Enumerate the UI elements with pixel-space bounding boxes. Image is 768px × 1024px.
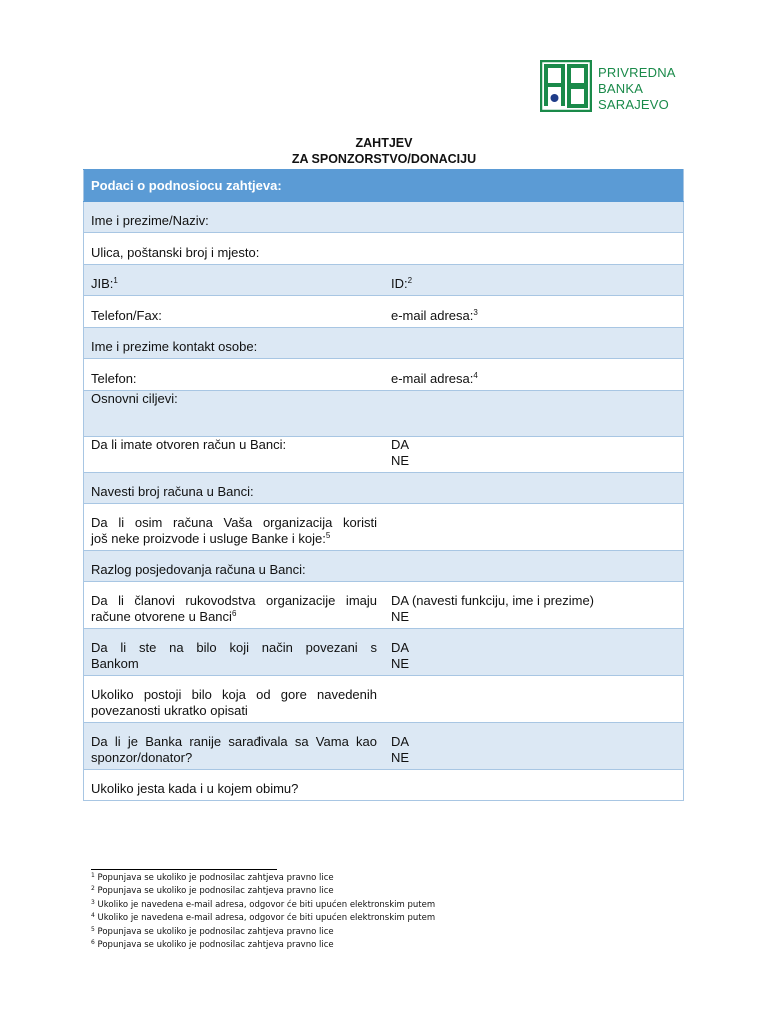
label-id: ID: [391, 276, 408, 291]
footnote-ref-3: 3 [473, 308, 478, 317]
option-da-details[interactable]: DA (navesti funkciju, ime i prezime) [391, 593, 595, 608]
label-other-products-line2: još neke proizvode i usluge Banke i koje: [91, 531, 326, 546]
field-connection-description-value[interactable] [384, 676, 684, 723]
footnote-ref-5: 5 [325, 531, 331, 540]
option-da[interactable]: DA [391, 640, 410, 655]
option-da[interactable]: DA [391, 437, 410, 452]
field-contact-phone[interactable] [84, 359, 385, 391]
bank-logo-mark-icon [540, 60, 592, 112]
field-goals[interactable] [84, 391, 684, 437]
option-ne[interactable]: NE [391, 750, 410, 765]
footnote-4: $^4$ Ukoliko je navedena e-mail adresa, odgovor će biti upućen elektronskim putem [91, 912, 436, 924]
document-title: ZAHTJEV [355, 136, 413, 150]
field-when-scope-value[interactable] [384, 770, 684, 801]
label-other-products-line1: Da li osim računa Vaša organizacija koristi [91, 515, 377, 530]
footnote-ref-2: 2 [407, 276, 413, 285]
label-contact-phone: Telefon: [91, 371, 137, 386]
footnotes [91, 872, 435, 952]
field-previous-sponsor-options[interactable] [384, 723, 684, 770]
footnote-1: $^1$ Popunjava se ukoliko je podnosilac zahtjeva pravno lice [91, 872, 334, 883]
footnote-ref-4: 4 [473, 371, 478, 380]
label-connected-line1: Da li ste na bilo koji način povezani s [91, 640, 377, 655]
field-phone-fax[interactable] [84, 296, 385, 328]
field-jib[interactable] [84, 265, 385, 296]
footnote-2: $^2$ Popunjava se ukoliko je podnosilac zahtjeva pravno lice [91, 885, 334, 897]
bank-logo-line2: BANKA [598, 81, 644, 96]
option-ne[interactable]: NE [391, 656, 410, 671]
request-form-table [83, 169, 684, 801]
label-email: e-mail adresa: [391, 308, 474, 323]
bank-logo-line1: PRIVREDNA [598, 65, 676, 80]
field-name-value[interactable] [384, 202, 684, 233]
label-contact-person: Ime i prezime kontakt osobe: [91, 339, 258, 354]
label-has-account: Da li imate otvoren račun u Banci: [91, 437, 287, 452]
bank-logo-line3: SARAJEVO [598, 97, 669, 112]
label-when-scope: Ukoliko jesta kada i u kojem obimu? [91, 781, 299, 796]
field-connected-options[interactable] [384, 629, 684, 676]
label-goals: Osnovni ciljevi: [91, 391, 178, 406]
field-connection-description[interactable] [84, 676, 385, 723]
field-when-scope[interactable] [84, 770, 385, 801]
label-phone-fax: Telefon/Fax: [91, 308, 162, 323]
label-account-reason: Razlog posjedovanja računa u Banci: [91, 562, 306, 577]
label-address: Ulica, poštanski broj i mjesto: [91, 245, 260, 260]
field-id[interactable] [384, 265, 684, 296]
footnote-ref-6: 6 [231, 609, 237, 618]
document-subtitle: ZA SPONZORSTVO/DONACIJU [291, 152, 477, 166]
bank-logo-text [598, 65, 676, 113]
field-account-number-value[interactable] [384, 473, 684, 504]
field-address-value[interactable] [384, 233, 684, 265]
field-account-reason-value[interactable] [384, 551, 684, 582]
label-connection-line1: Ukoliko postoji bilo koja od gore navedenih [91, 687, 377, 702]
field-address[interactable] [84, 233, 385, 265]
label-connection-line2: povezanosti ukratko opisati [91, 703, 248, 718]
label-previous-sponsor-line1: Da li je Banka ranije sarađivala sa Vama kao [91, 734, 377, 749]
field-connected [84, 629, 385, 676]
field-management-accounts [84, 582, 385, 629]
label-jib: JIB: [91, 276, 114, 291]
field-account-number[interactable] [84, 473, 385, 504]
option-da[interactable]: DA [391, 734, 410, 749]
label-account-number: Navesti broj računa u Banci: [91, 484, 254, 499]
footnote-3: $^3$ Ukoliko je navedena e-mail adresa, odgovor će biti upućen elektronskim putem [91, 898, 436, 910]
field-has-account-options[interactable] [384, 437, 684, 473]
label-previous-sponsor-line2: sponzor/donator? [91, 750, 193, 765]
field-contact-person-value[interactable] [384, 328, 684, 359]
field-account-reason[interactable] [84, 551, 385, 582]
form-header: Podaci o podnosiocu zahtjeva: [84, 170, 684, 202]
field-has-account [84, 437, 385, 473]
field-contact-email[interactable] [384, 359, 684, 391]
footnote-6: $^6$ Popunjava se ukoliko je podnosilac zahtjeva pravno lice [91, 939, 334, 951]
field-other-products-value[interactable] [384, 504, 684, 551]
field-management-options[interactable] [384, 582, 684, 629]
field-other-products[interactable] [84, 504, 385, 551]
option-ne[interactable]: NE [391, 609, 410, 624]
label-name: Ime i prezime/Naziv: [91, 213, 209, 228]
label-connected-line2: Bankom [91, 656, 139, 671]
bank-logo [540, 60, 690, 114]
footnote-5: $^5$ Popunjava se ukoliko je podnosilac zahtjeva pravno lice [91, 925, 334, 937]
footnote-separator [91, 869, 277, 870]
option-ne[interactable]: NE [391, 453, 410, 468]
label-management-line2: račune otvorene u Banci [91, 609, 232, 624]
label-management-line1: Da li članovi rukovodstva organizacije imaju [91, 593, 377, 608]
field-previous-sponsor [84, 723, 385, 770]
footnote-ref-1: 1 [113, 276, 118, 285]
field-name[interactable] [84, 202, 385, 233]
field-email[interactable] [384, 296, 684, 328]
label-contact-email: e-mail adresa: [391, 371, 474, 386]
field-contact-person[interactable] [84, 328, 385, 359]
